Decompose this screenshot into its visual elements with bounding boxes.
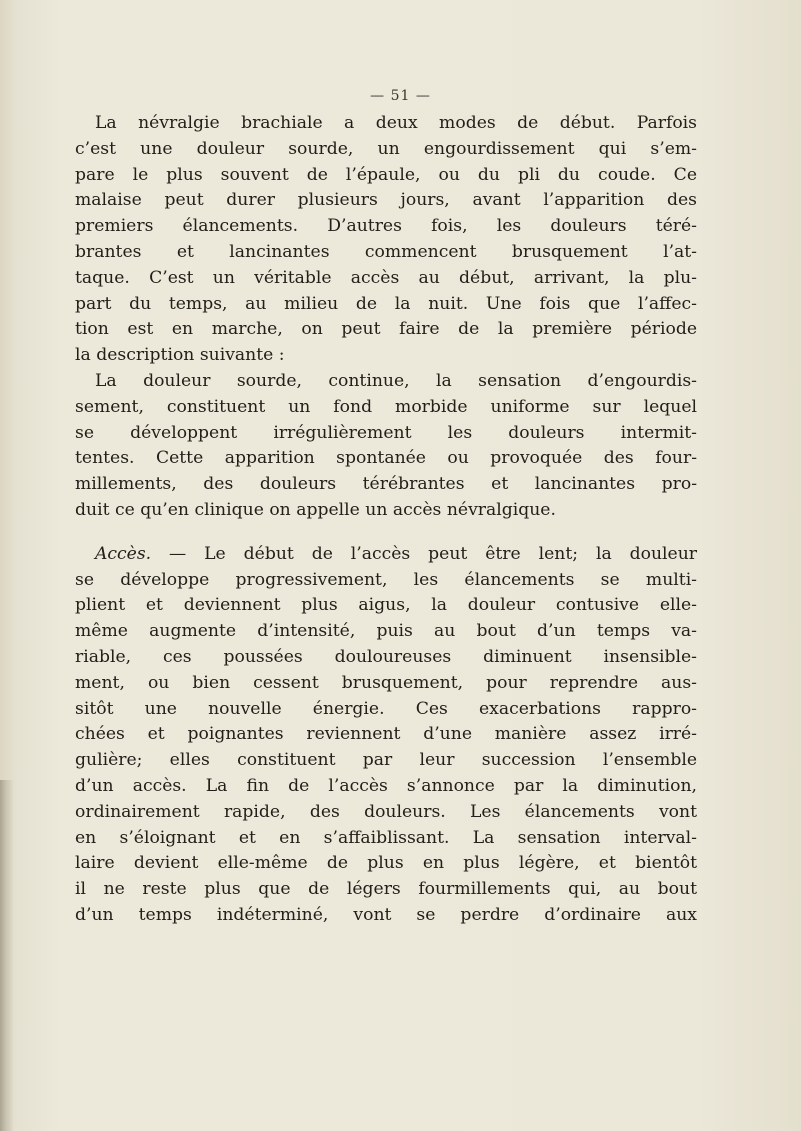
text-line: plient et deviennent plus aigus, la douleur contusive elle- [75, 595, 697, 616]
text-line: se développe progressivement, les élancements se multi- [75, 569, 697, 590]
text-line: en s’éloignant et en s’affaiblissant. La sensation interval- [75, 827, 697, 848]
text-fragment: — Le début de l’accès peut être lent; la douleur [151, 543, 697, 564]
text-line: duit ce qu’en clinique on appelle un accès névralgique. [75, 499, 556, 520]
text-line: se développent irrégulièrement les douleurs intermit- [75, 422, 697, 443]
text-line: même augmente d’intensité, puis au bout d’un temps va- [75, 621, 697, 642]
text-line: part du temps, au milieu de la nuit. Une fois que l’affec- [75, 293, 697, 314]
paragraph-3 [75, 542, 697, 929]
text-line: La douleur sourde, continue, la sensation d’engourdis- [95, 370, 697, 391]
text-line: laire devient elle-même de plus en plus légère, et bientôt [75, 853, 697, 874]
page-number: — 51 — [370, 88, 431, 104]
text-line: d’un accès. La fin de l’accès s’annonce par la diminution, [75, 775, 697, 796]
text-line: La névralgie brachiale a deux modes de début. Parfois [95, 113, 697, 133]
text-line: sement, constituent un fond morbide uniforme sur lequel [75, 396, 697, 417]
paragraph-2 [75, 369, 697, 524]
text-line: riable, ces poussées douloureuses diminuent insensible- [75, 646, 697, 667]
text-line: malaise peut durer plusieurs jours, avant l’apparition des [75, 190, 697, 211]
text-line: d’un temps indéterminé, vont se perdre d’ordinaire aux [75, 904, 697, 925]
paragraph-1 [75, 111, 697, 369]
text-line: taque. C’est un véritable accès au début, arrivant, la plu- [75, 267, 697, 288]
text-line: tentes. Cette apparition spontanée ou provoquée des four- [75, 448, 697, 469]
paragraph-spacing [75, 524, 697, 542]
text-line: brantes et lancinantes commencent brusquement l’at- [75, 241, 697, 262]
text-line: il ne reste plus que de légers fourmillements qui, au bout [75, 879, 697, 900]
body-text [75, 111, 697, 929]
text-line: sitôt une nouvelle énergie. Ces exacerbations rappro- [75, 698, 697, 719]
text-line: c’est une douleur sourde, un engourdissement qui s’em- [75, 138, 697, 159]
text-line: gulière; elles constituent par leur succession l’ensemble [75, 750, 697, 771]
text-line: premiers élancements. D’autres fois, les douleurs téré- [75, 216, 697, 237]
text-line: chées et poignantes reviennent d’une manière assez irré- [75, 724, 697, 745]
text-line [75, 542, 697, 568]
text-line: la description suivante : [75, 345, 285, 366]
text-line: pare le plus souvent de l’épaule, ou du pli du coude. Ce [75, 164, 697, 185]
text-line: tion est en marche, on peut faire de la première période [75, 319, 697, 340]
text-line: ment, ou bien cessent brusquement, pour reprendre aus- [75, 672, 697, 693]
text-line: ordinairement rapide, des douleurs. Les élancements vont [75, 801, 697, 822]
section-heading: Accès. [95, 543, 152, 564]
binding-shadow [0, 780, 14, 1131]
text-line: millements, des douleurs térébrantes et lancinantes pro- [75, 474, 697, 495]
